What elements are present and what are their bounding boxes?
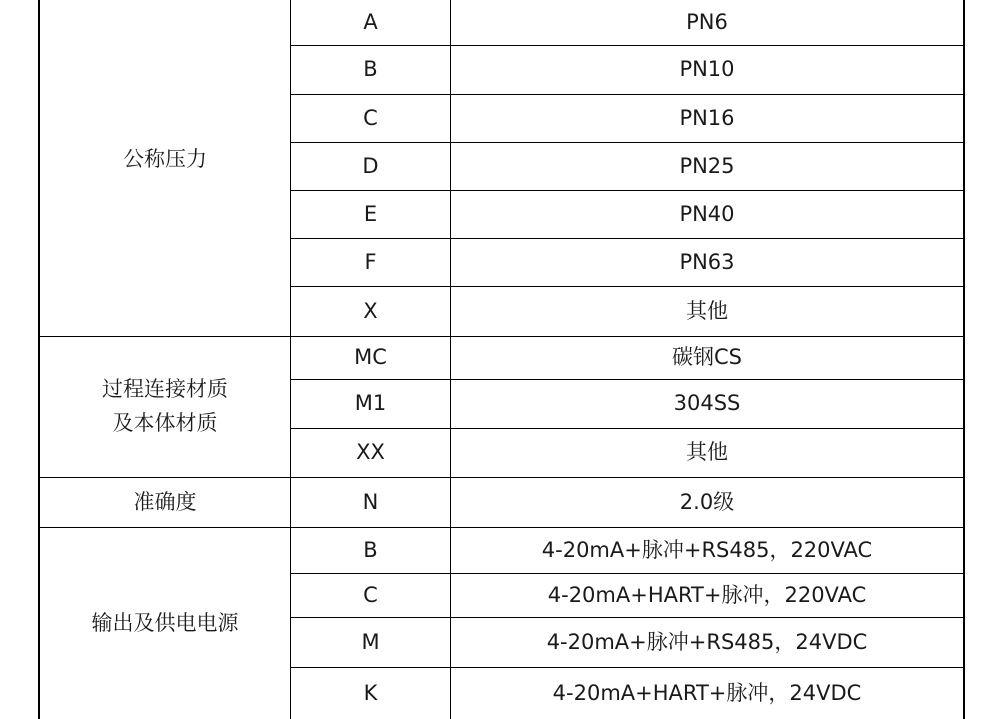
code-cell: D: [362, 153, 379, 178]
code-cell: X: [363, 298, 378, 323]
desc-cell: 4-20mA+脉冲+RS485，24VDC: [546, 629, 868, 654]
code-cell: M: [361, 629, 380, 654]
category-cell: 过程连接材质 及本体材质: [102, 377, 228, 435]
desc-cell: PN16: [679, 105, 735, 130]
desc-cell: PN63: [679, 249, 735, 274]
desc-cell: 2.0级: [679, 489, 735, 514]
category-cell: 准确度: [133, 489, 197, 514]
code-cell: E: [363, 201, 378, 226]
table-border-right: [963, 0, 965, 719]
desc-cell: 304SS: [673, 391, 741, 416]
code-cell: B: [363, 537, 378, 562]
code-cell: A: [363, 9, 378, 34]
code-cell: C: [363, 105, 378, 130]
code-cell: B: [363, 57, 378, 82]
desc-cell: PN25: [679, 153, 735, 178]
category-cell: 公称压力: [123, 147, 207, 172]
desc-cell: 4-20mA+脉冲+RS485，220VAC: [541, 537, 873, 562]
desc-cell: 4-20mA+HART+脉冲，24VDC: [552, 680, 862, 705]
desc-cell: PN10: [679, 57, 735, 82]
desc-cell: 4-20mA+HART+脉冲，220VAC: [547, 582, 867, 607]
code-cell: XX: [356, 440, 385, 465]
code-cell: F: [364, 249, 377, 274]
category-cell: 输出及供电电源: [91, 610, 239, 635]
desc-cell: 碳钢CS: [672, 345, 742, 370]
desc-cell: 其他: [686, 440, 728, 465]
code-cell: C: [363, 582, 378, 607]
code-cell: M1: [354, 391, 387, 416]
desc-cell: PN40: [679, 201, 735, 226]
code-cell: K: [363, 680, 378, 705]
desc-cell: PN6: [686, 9, 728, 34]
code-cell: N: [362, 489, 379, 514]
code-cell: MC: [354, 345, 387, 370]
desc-cell: 其他: [686, 298, 728, 323]
